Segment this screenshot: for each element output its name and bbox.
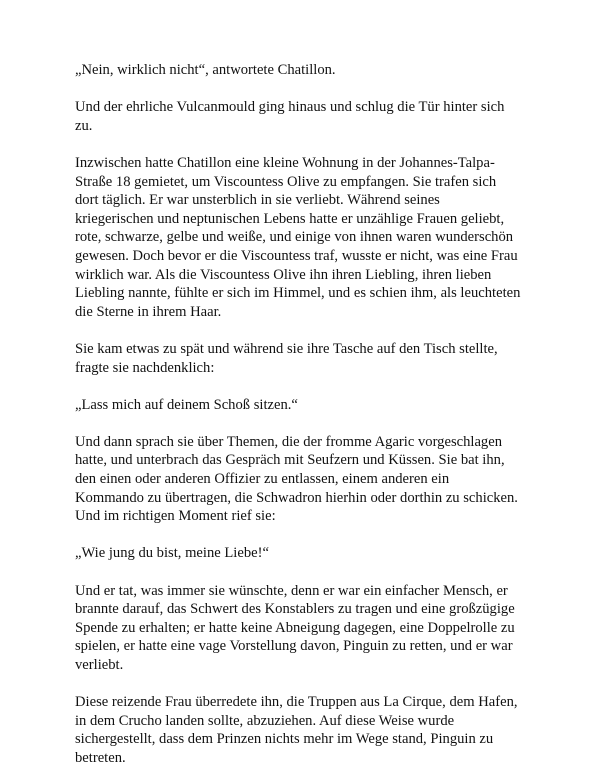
text-line: Diese reizende Frau überredete ihn, die Truppen aus La Cirque, dem Hafen, <box>75 694 518 711</box>
text-line: rote, schwarze, gelbe und weiße, und einige von ihnen waren wunderschön <box>75 229 514 246</box>
text-line: dort täglich. Er war unsterblich in sie verliebt. Während seines <box>75 192 440 209</box>
text-line: spielen, er hatte eine vage Vorstellung davon, Pinguin zu retten, und er war <box>75 638 513 655</box>
text-line: Inzwischen hatte Chatillon eine kleine Wohnung in der Johannes-Talpa- <box>75 154 495 171</box>
text-line: Und im richtigen Moment rief sie: <box>75 508 276 525</box>
paragraph <box>75 693 523 767</box>
paragraph <box>75 340 523 377</box>
text-line: Kommando zu übertragen, die Schwadron hierhin oder dorthin zu schicken. <box>75 489 518 506</box>
text-line: sichergestellt, dass dem Prinzen nichts mehr im Wege stand, Pinguin zu <box>75 731 494 748</box>
text-line: kriegerischen und neptunischen Lebens hatte er unzählige Frauen geliebt, <box>75 210 505 227</box>
paragraph <box>75 433 523 526</box>
text-line: Und dann sprach sie über Themen, die der fromme Agaric vorgeschlagen <box>75 433 502 450</box>
text-line: die Sterne in ihrem Haar. <box>75 303 222 320</box>
paragraph <box>75 61 523 80</box>
paragraph <box>75 154 523 321</box>
text-line: den einen oder anderen Offizier zu entlassen, einem anderen ein <box>75 471 450 488</box>
text-line: betreten. <box>75 749 126 766</box>
text-line: gewesen. Doch bevor er die Viscountess traf, wusste er nicht, was eine Frau <box>75 247 518 264</box>
text-line: in dem Crucho landen sollte, abzuziehen. Auf diese Weise wurde <box>75 712 455 729</box>
text-line: hatte, und unterbrach das Gespräch mit Seufzern und Küssen. Sie bat ihn, <box>75 452 505 469</box>
text-line: Spende zu erhalten; er hatte keine Abneigung dagegen, eine Doppelrolle zu <box>75 619 515 636</box>
paragraph <box>75 582 523 675</box>
text-line: wirklich war. Als die Viscountess Olive ihn ihren Liebling, ihren lieben <box>75 266 492 283</box>
text-line: zu. <box>75 117 93 134</box>
text-line: fragte sie nachdenklich: <box>75 359 215 376</box>
text-line: Liebling nannte, fühlte er sich im Himmel, und es schien ihm, als leuchteten <box>75 285 521 302</box>
text-line: „Wie jung du bist, meine Liebe!“ <box>75 545 269 562</box>
text-line: verliebt. <box>75 657 124 673</box>
text-line: Straße 18 gemietet, um Viscountess Olive zu empfangen. Sie trafen sich <box>75 173 497 190</box>
document-body <box>75 61 523 768</box>
paragraph <box>75 396 523 415</box>
text-line: Und der ehrliche Vulcanmould ging hinaus und schlug die Tür hinter sich <box>75 99 505 116</box>
text-line: „Nein, wirklich nicht“, antwortete Chatillon. <box>75 62 336 78</box>
paragraph <box>75 544 523 563</box>
text-line: Sie kam etwas zu spät und während sie ihre Tasche auf den Tisch stellte, <box>75 340 498 357</box>
text-line: Und er tat, was immer sie wünschte, denn er war ein einfacher Mensch, er <box>75 582 508 599</box>
text-line: „Lass mich auf deinem Schoß sitzen.“ <box>75 396 298 413</box>
paragraph <box>75 98 523 135</box>
text-line: brannte darauf, das Schwert des Konstablers zu tragen und eine großzügige <box>75 601 515 618</box>
